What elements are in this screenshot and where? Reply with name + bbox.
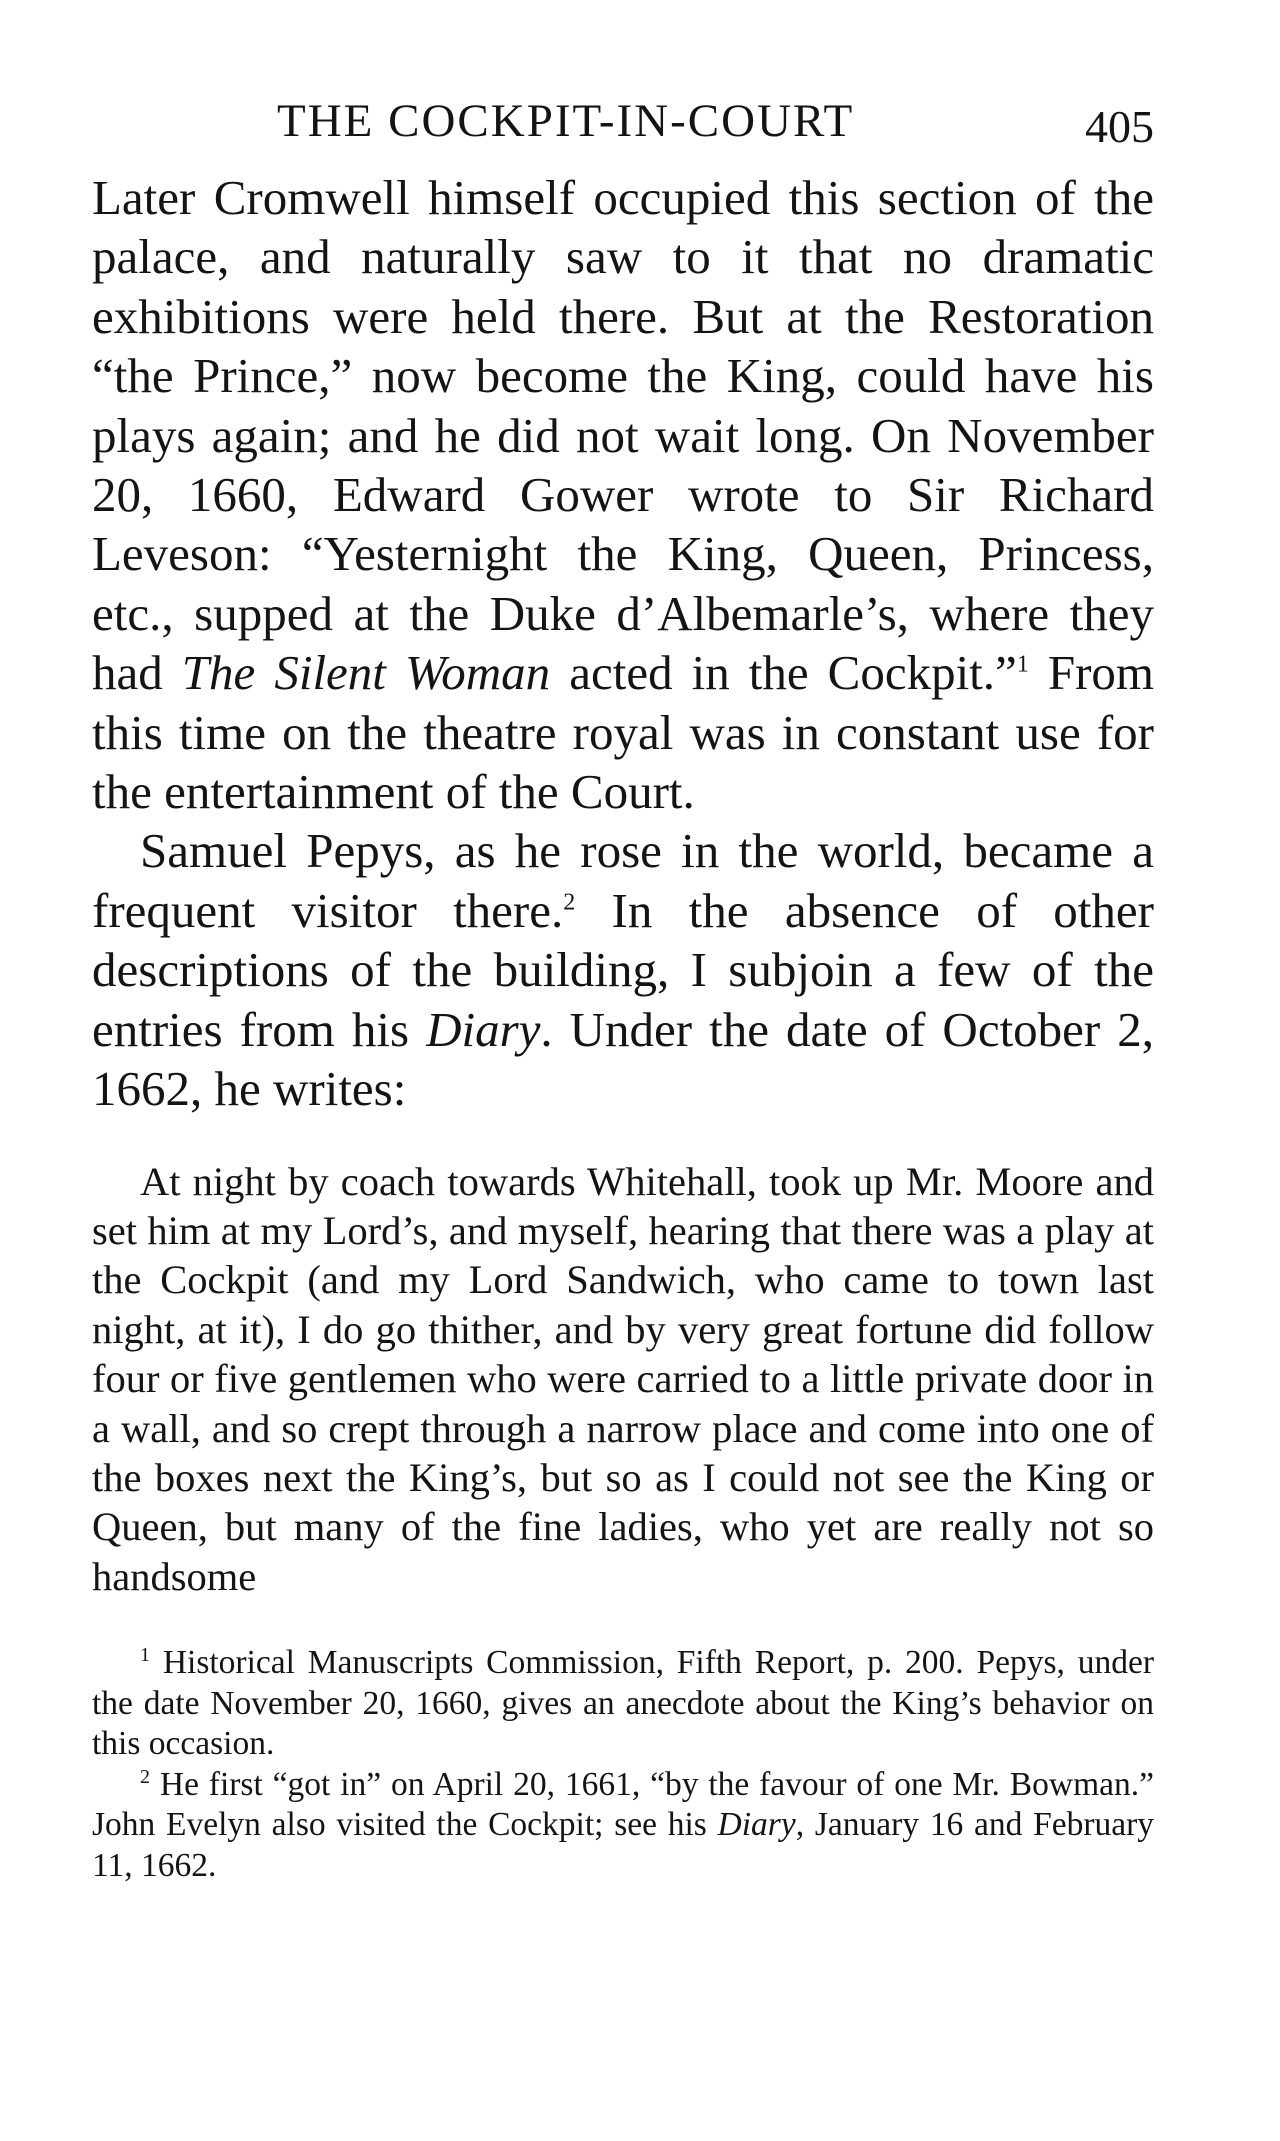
running-head (92, 90, 1154, 160)
footnote-ref-1: 1 (1016, 651, 1029, 678)
footnote-2-diary-title: Diary (717, 1806, 796, 1844)
footnote-1-text: Historical Manuscripts Commission, Fifth Report, p. 200. Pepys, under the date November 20, 1660, gives an anecdote about the King’s behavior on this occasion. (92, 1644, 1154, 1763)
page-number: 405 (1085, 101, 1154, 152)
diary-title: Diary (426, 1001, 541, 1057)
footnote-1-marker: 1 (140, 1644, 150, 1666)
paragraph-2-text-a: Samuel Pepys, as he rose in the world, became a frequent visitor there. (92, 823, 1154, 938)
paragraph-1-text-b: acted in the Cockpit.” (550, 645, 1017, 701)
footnotes (92, 1643, 1154, 1886)
paragraph-1-text-a: Later Cromwell himself occupied this section of the palace, and naturally saw to it that no dramatic exhibitions were held there. But at the Restoration “the Prince,” now become the King, could have his plays again; and he did not wait long. On November 20, 1660, Edward Gower wrote to Sir Richard Leveson: “Yesternight the King, Queen, Princess, etc., supped at the Duke d’Albemarle’s, where they had (92, 170, 1154, 701)
play-title: The Silent Woman (181, 645, 551, 701)
footnote-2-marker: 2 (140, 1765, 150, 1788)
book-page (92, 90, 1154, 1886)
footnote-2-text-a: He first “got in” on April 20, 1661, “by the favour of one Mr. Bowman.” John Evelyn also visited the Cockpit; see his (92, 1765, 1154, 1844)
paragraph-2 (92, 821, 1154, 1118)
block-quote: At night by coach towards Whitehall, took up Mr. Moore and set him at my Lord’s, and myself, hearing that there was a play at the Cockpit (and my Lord Sandwich, who came to town last night, at it), I do go thither, and by very great fortune did follow four or five gentlemen who were carried to a little private door in a wall, and so crept through a narrow place and come into one of the boxes next the King’s, but so as I could not see the King or Queen, but many of the fine ladies, who yet are really not so handsome (92, 1158, 1154, 1599)
footnote-2-text-b: , January 16 and February 11, 1662. (92, 1806, 1155, 1884)
paragraph-2-text-b: In the absence of other descriptions of the building, I subjoin a few of the entries from his (92, 882, 1154, 1057)
footnote-1 (92, 1643, 1154, 1765)
footnote-ref-2: 2 (563, 889, 576, 916)
running-title: THE COCKPIT-IN-COURT (277, 95, 855, 147)
paragraph-2-text-c: . Under the date of October 2, 1662, he writes: (92, 1001, 1155, 1117)
footnote-2 (92, 1765, 1154, 1887)
paragraph-1 (92, 168, 1154, 821)
paragraph-1-text-c: From this time on the theatre royal was in constant use for the entertainment of the Court. (92, 645, 1155, 820)
